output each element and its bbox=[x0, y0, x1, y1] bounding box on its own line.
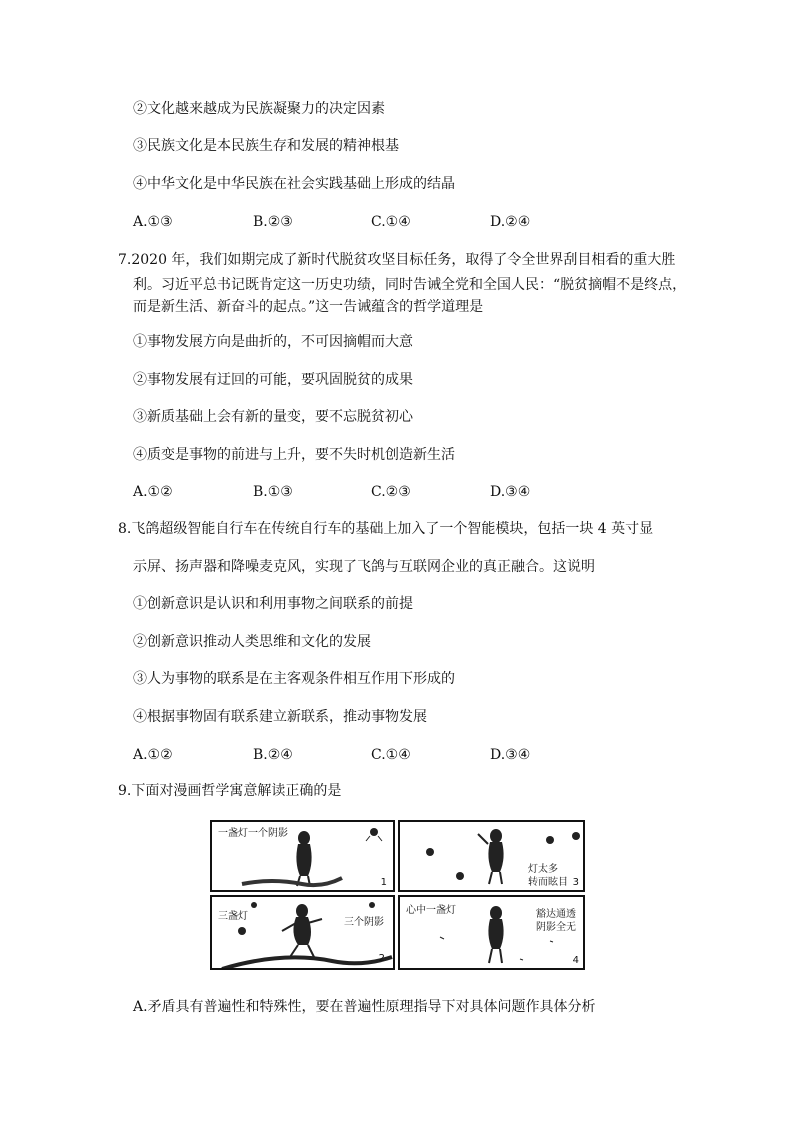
q6-option-3: ③民族文化是本民族生存和发展的精神根基 bbox=[133, 138, 399, 154]
q8-option-2: ②创新意识推动人类思维和文化的发展 bbox=[133, 634, 371, 650]
q7-choice-d[interactable]: D.③④ bbox=[490, 484, 531, 500]
q7-choice-b[interactable]: B.①③ bbox=[253, 484, 293, 500]
q8-choice-c[interactable]: C.①④ bbox=[371, 747, 411, 763]
q7-stem-line-1: 7.2020 年，我们如期完成了新时代脱贫攻坚目标任务，取得了令全世界刮目相看的重大胜 bbox=[118, 252, 676, 268]
q6-option-4: ④中华文化是中华民族在社会实践基础上形成的结晶 bbox=[133, 176, 455, 192]
panel-4-caption-right-line-2: 阴影全无 bbox=[536, 922, 576, 933]
panel-2-caption-line-1: 灯太多 bbox=[528, 864, 558, 875]
panel-1-caption: 一盏灯一个阴影 bbox=[218, 828, 288, 839]
q9-option-a: A.矛盾具有普遍性和特殊性，要在普遍性原理指导下对具体问题作具体分析 bbox=[133, 999, 596, 1015]
q7-option-1: ①事物发展方向是曲折的，不可因摘帽而大意 bbox=[133, 334, 413, 350]
panel-3-number: 2 bbox=[378, 953, 385, 964]
comic-strip bbox=[210, 820, 585, 970]
q6-choice-a[interactable]: A.①③ bbox=[133, 214, 173, 230]
q7-option-3: ③新质基础上会有新的量变，要不忘脱贫初心 bbox=[133, 409, 413, 425]
q8-choice-a[interactable]: A.①② bbox=[133, 747, 173, 763]
q8-stem-line-1: 8.飞鸽超级智能自行车在传统自行车的基础上加入了一个智能模块，包括一块 4 英寸显 bbox=[118, 521, 654, 537]
panel-3-caption-left: 三盏灯 bbox=[218, 911, 248, 922]
q7-stem-line-3: 而是新生活、新奋斗的起点。”这一告诫蕴含的哲学道理是 bbox=[133, 299, 484, 315]
comic-panel-1 bbox=[210, 820, 395, 892]
q7-stem-line-2: 利。习近平总书记既肯定这一历史功绩，同时告诫全党和全国人民：“脱贫摘帽不是终点， bbox=[133, 277, 687, 293]
panel-1-number: 1 bbox=[380, 877, 387, 888]
q8-choice-d[interactable]: D.③④ bbox=[490, 747, 531, 763]
comic-panel-2 bbox=[398, 820, 585, 892]
q8-option-3: ③人为事物的联系是在主客观条件相互作用下形成的 bbox=[133, 671, 455, 687]
q6-choice-c[interactable]: C.①④ bbox=[371, 214, 411, 230]
q8-option-4: ④根据事物固有联系建立新联系，推动事物发展 bbox=[133, 709, 427, 725]
q7-choice-c[interactable]: C.②③ bbox=[371, 484, 411, 500]
q8-choices bbox=[133, 745, 613, 765]
q8-stem-line-2: 示屏、扬声器和降噪麦克风，实现了飞鸽与互联网企业的真正融合。这说明 bbox=[133, 559, 595, 575]
q8-choice-b[interactable]: B.②④ bbox=[253, 747, 293, 763]
panel-4-number: 4 bbox=[572, 955, 579, 966]
q6-option-2: ②文化越来越成为民族凝聚力的决定因素 bbox=[133, 101, 385, 117]
q8-option-1: ①创新意识是认识和利用事物之间联系的前提 bbox=[133, 596, 413, 612]
panel-1-figure-icon bbox=[212, 822, 395, 892]
panel-2-caption-line-2: 转而眩目 bbox=[528, 877, 568, 888]
panel-3-figure-icon bbox=[212, 897, 395, 970]
panel-3-caption-right: 三个阴影 bbox=[344, 917, 384, 928]
q6-choice-d[interactable]: D.②④ bbox=[490, 214, 531, 230]
q6-choice-b[interactable]: B.②③ bbox=[253, 214, 293, 230]
comic-panel-3 bbox=[210, 895, 395, 970]
q7-option-2: ②事物发展有迂回的可能，要巩固脱贫的成果 bbox=[133, 372, 413, 388]
q7-choice-a[interactable]: A.①② bbox=[133, 484, 173, 500]
panel-4-caption-left: 心中一盏灯 bbox=[406, 905, 456, 916]
panel-2-number: 3 bbox=[572, 877, 579, 888]
panel-4-caption-right-line-1: 豁达通透 bbox=[536, 909, 576, 920]
q6-choices bbox=[133, 212, 613, 232]
comic-panel-4 bbox=[398, 895, 585, 970]
q7-option-4: ④质变是事物的前进与上升，要不失时机创造新生活 bbox=[133, 447, 455, 463]
q9-stem: 9.下面对漫画哲学寓意解读正确的是 bbox=[118, 783, 342, 799]
q7-choices bbox=[133, 482, 613, 502]
panel-4-figure-icon bbox=[400, 897, 585, 970]
